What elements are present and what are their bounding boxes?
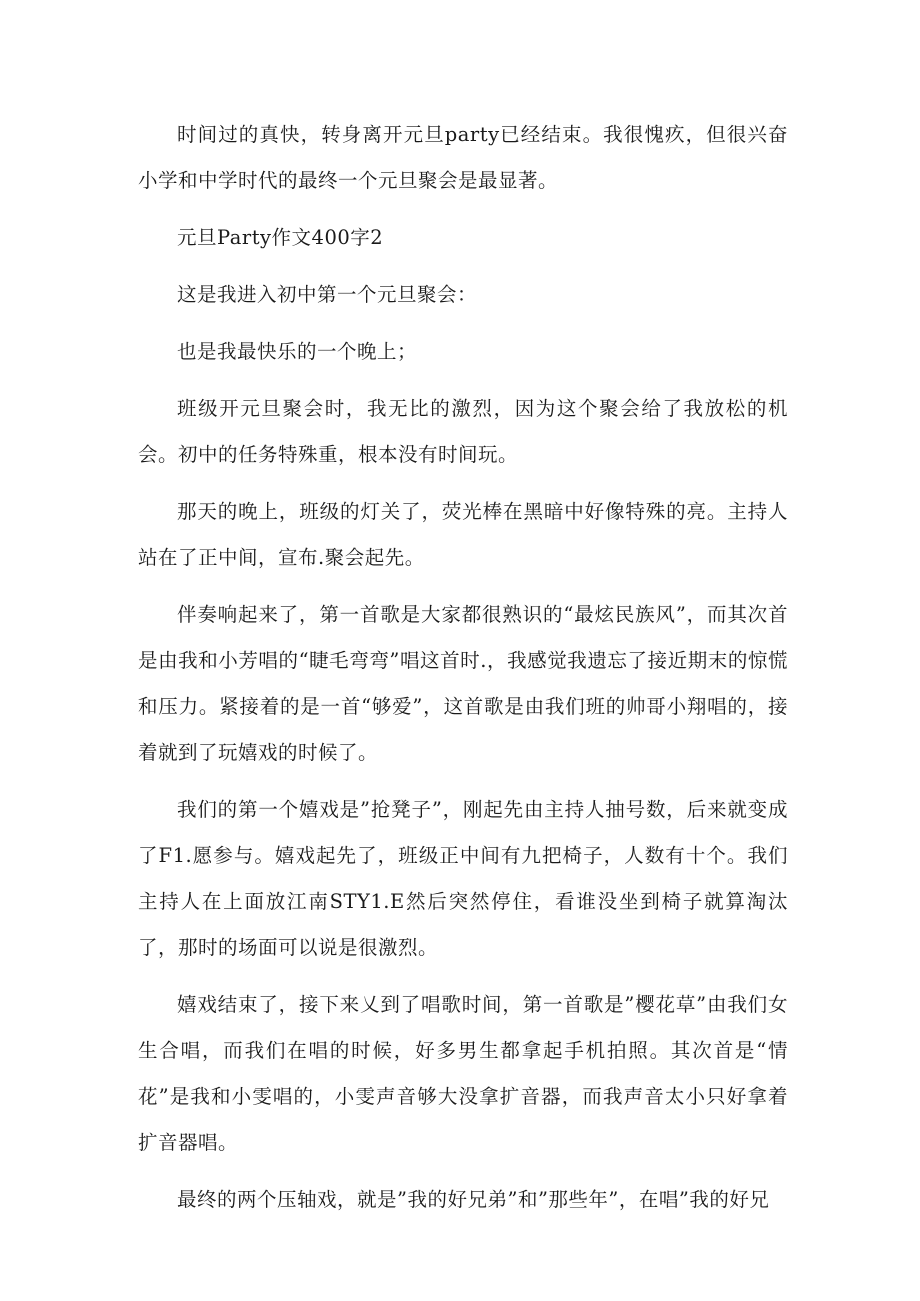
paragraph-9: 最终的两个压轴戏，就是”我的好兄弟”和”那些年”，在唱”我的好兄 [177, 1188, 770, 1211]
paragraph-7: 我们的第一个嬉戏是”抢凳子”，刚起先由主持人抽号数，后来就变成了F1.愿参与。嬉戏起先了，班级正中间有九把椅子，人数有十个。我们主持人在上面放江南STY1.E然后突然停住，看谁没坐到椅子就算淘汰了，那时的场面可以说是很激烈。 [138, 798, 788, 959]
paragraph-8: 嬉戏结束了，接下来乂到了唱歌时间，第一首歌是”樱花草”由我们女生合唱，而我们在唱的时候，好多男生都拿起手机拍照。其次首是“情花”是我和小雯唱的，小雯声音够大没拿扩音器，而我声音太小只好拿着扩音器唱。 [138, 993, 788, 1154]
paragraph-2: 这是我进入初中第一个元旦聚会： [177, 283, 478, 306]
essay-heading: 元旦Party作文400字2 [177, 226, 384, 249]
paragraph-3: 也是我最快乐的一个晚上； [177, 340, 418, 363]
paragraph-5: 那天的晚上，班级的灯关了，荧光棒在黑暗中好像特殊的亮。主持人站在了正中间，宣布.聚会起先。 [138, 500, 788, 569]
essay-body [138, 112, 788, 1223]
paragraph-6: 伴奏响起来了，第一首歌是大家都很熟识的“最炫民族风”，而其次首是由我和小芳唱的“睫毛弯弯”唱这首时.，我感觉我遗忘了接近期末的惊慌和压力。紧接着的是一首“够爱”，这首歌是由我们班的帅哥小翔唱的，接着就到了玩嬉戏的时候了。 [138, 603, 788, 764]
paragraph-1: 时间过的真快，转身离开元旦party已经结束。我很愧疚，但很兴奋小学和中学时代的最终一个元旦聚会是最显著。 [138, 123, 788, 192]
paragraph-4: 班级开元旦聚会时，我无比的激烈，因为这个聚会给了我放松的机会。初中的任务特殊重，根本没有时间玩。 [138, 397, 788, 466]
